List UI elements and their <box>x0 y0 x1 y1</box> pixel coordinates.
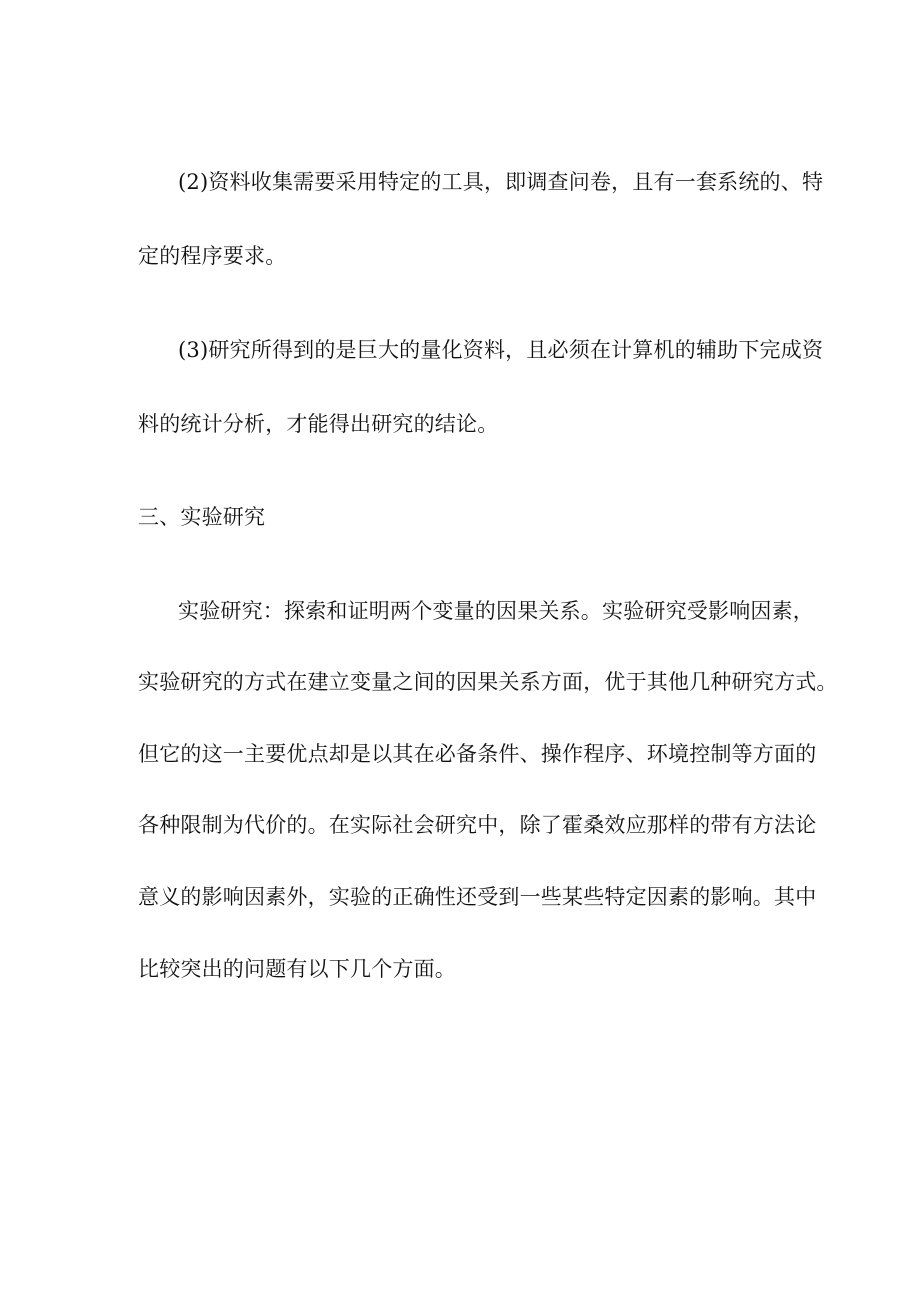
experiment-paragraph-line-4: 各种限制为代价的。在实际社会研究中，除了霍桑效应那样的带有方法论 <box>138 813 817 837</box>
experiment-paragraph-line-6: 比较突出的问题有以下几个方面。 <box>138 957 456 981</box>
section-heading: 三、实验研究 <box>138 505 266 529</box>
paragraph-3-line-2: 料的统计分析，才能得出研究的结论。 <box>138 412 499 436</box>
experiment-paragraph-line-1: 实验研究：探索和证明两个变量的因果关系。实验研究受影响因素， <box>178 599 814 623</box>
experiment-paragraph-line-3: 但它的这一主要优点却是以其在必备条件、操作程序、环境控制等方面的 <box>138 742 817 766</box>
experiment-paragraph-line-5: 意义的影响因素外，实验的正确性还受到一些某些特定因素的影响。其中 <box>138 885 817 909</box>
experiment-paragraph-line-2: 实验研究的方式在建立变量之间的因果关系方面，优于其他几种研究方式。 <box>138 670 838 694</box>
paragraph-2-line-1: (2)资料收集需要采用特定的工具，即调查问卷，且有一套系统的、特 <box>178 170 824 194</box>
paragraph-3-line-1: (3)研究所得到的是巨大的量化资料，且必须在计算机的辅助下完成资 <box>178 338 824 362</box>
paragraph-2-line-2: 定的程序要求。 <box>138 244 287 268</box>
